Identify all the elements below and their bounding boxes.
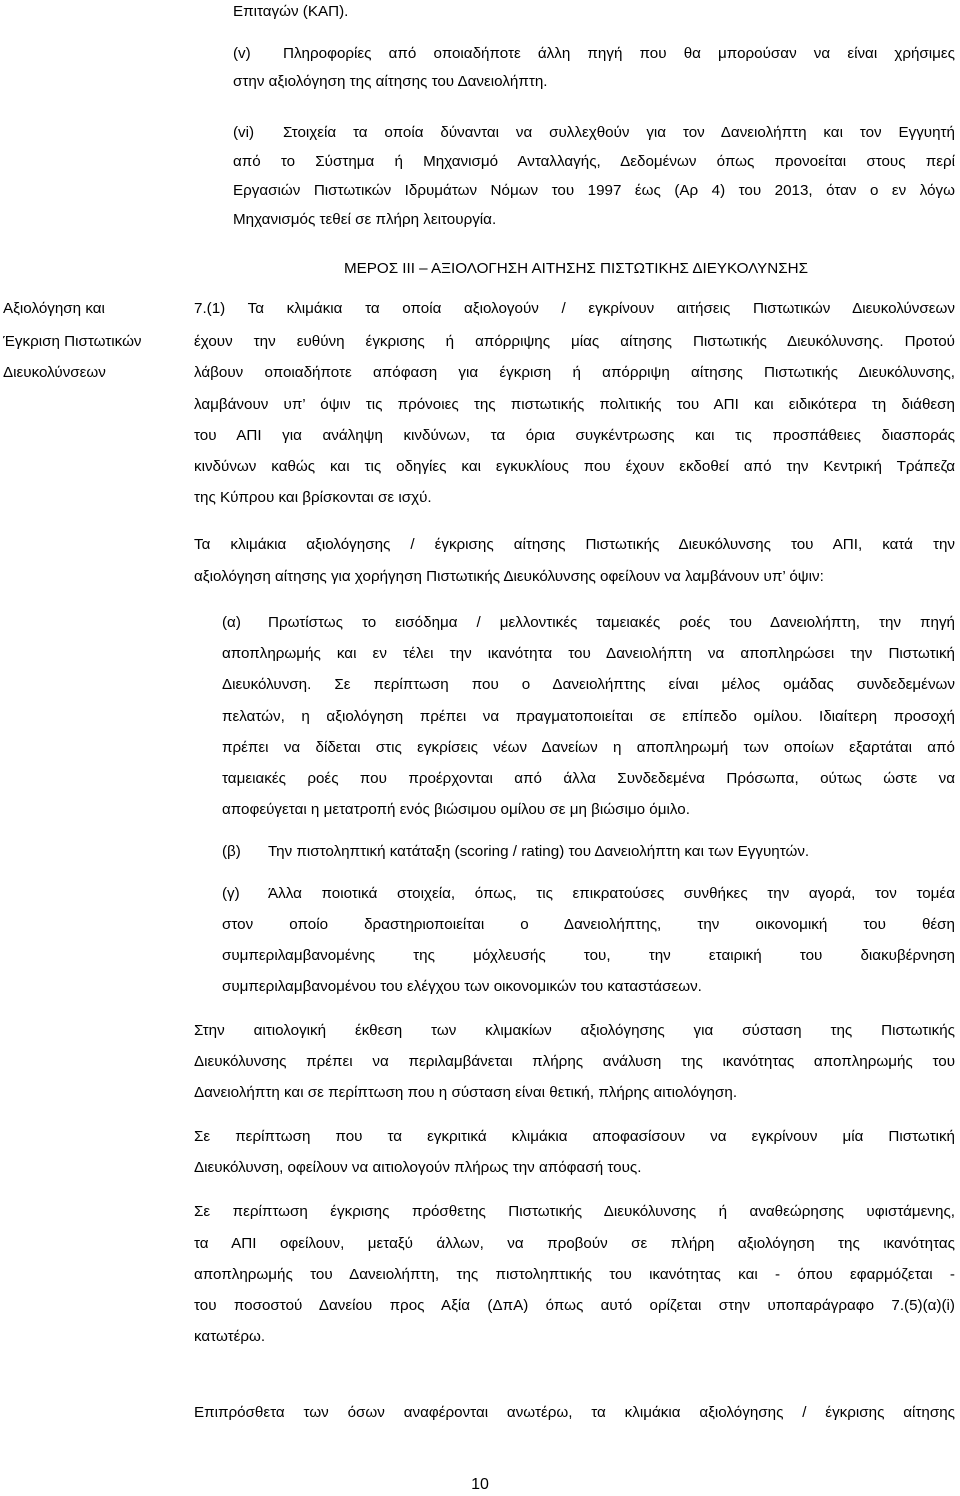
item-vi-line-1: Στοιχεία τα οποία δύνανται να συλλεχθούν για τον Δανειολήπτη και τον Εγγυητή bbox=[283, 124, 955, 141]
item-a-line: αποπληρωμής και εν τέλει την ικανότητα του Δανειολήπτη να αποπληρώσει την Πιστωτική bbox=[222, 645, 955, 662]
para7-line: λαμβάνουν υπ’ όψιν τις πρόνοιες της πιστωτικής πολιτικής του ΑΠΙ και ειδικότερα τη διάθεση bbox=[194, 396, 955, 413]
para-last-line: Επιπρόσθετα των όσων αναφέρονται ανωτέρω, τα κλιμάκια αξιολόγησης / έγκρισης αίτησης bbox=[194, 1404, 955, 1421]
item-g-line: στον οποίο δραστηριοποιείται ο Δανειολήπτης, την οικονομική του θέση bbox=[222, 916, 955, 933]
para-additional-line: τα ΑΠΙ οφείλουν, μεταξύ άλλων, να προβούν σε πλήρη αξιολόγηση της ικανότητας bbox=[194, 1235, 955, 1252]
para-additional-line: Σε περίπτωση έγκρισης πρόσθετης Πιστωτικής Διευκόλυνσης ή αναθεώρησης υφιστάμενης, bbox=[194, 1203, 955, 1220]
para-klimakia-line: αξιολόγηση αίτησης για χορήγηση Πιστωτικής Διευκόλυνσης οφείλουν να λαμβάνουν υπ’ όψιν: bbox=[194, 568, 824, 585]
para7-line: λάβουν οποιαδήποτε απόφαση για έγκριση ή απόρριψη αίτησης Πιστωτικής Διευκόλυνσης, bbox=[194, 364, 955, 381]
item-g-line: συμπεριλαμβανομένης της μόχλευσής του, την εταιρική του διακυβέρνηση bbox=[222, 947, 955, 964]
item-a-line: ταμειακές ροές που προέρχονται από άλλα Συνδεδεμένα Πρόσωπα, ούτως ώστε να bbox=[222, 770, 955, 787]
margin-note-line-3: Διευκολύνσεων bbox=[3, 364, 106, 381]
para-klimakia-line: Τα κλιμάκια αξιολόγησης / έγκρισης αίτησης Πιστωτικής Διευκόλυνσης του ΑΠΙ, κατά την bbox=[194, 536, 955, 553]
item-v-label: (v) bbox=[233, 45, 251, 62]
page-number: 10 bbox=[471, 1476, 489, 1493]
item-b-label: (β) bbox=[222, 843, 241, 860]
item-vi-label: (vi) bbox=[233, 124, 255, 141]
item-a-line: πρέπει να δίδεται στις εγκρίσεις νέων Δανείων η αποπληρωμή των οποίων εξαρτάται από bbox=[222, 739, 955, 756]
margin-note-line-1: Αξιολόγηση και bbox=[3, 300, 105, 317]
item-v-line-2: στην αξιολόγηση της αίτησης του Δανειολήπτη. bbox=[233, 73, 548, 90]
para7-line: της Κύπρου και βρίσκονται σε ισχύ. bbox=[194, 489, 432, 506]
item-a-first-line: Πρωτίστως το εισόδημα / μελλοντικές ταμειακές ροές του Δανειολήπτη, την πηγή bbox=[268, 614, 955, 631]
item-vi-line-2: από το Σύστημα ή Μηχανισμό Ανταλλαγής, Δεδομένων όπως προνοείται στους περί bbox=[233, 153, 955, 170]
item-g-label: (γ) bbox=[222, 885, 240, 902]
para-approval-line: Διευκόλυνση, οφείλουν να αιτιολογούν πλήρως την απόφασή τους. bbox=[194, 1159, 642, 1176]
margin-note-line-2: Έγκριση Πιστωτικών bbox=[3, 333, 142, 350]
para7-line: 7.(1) Τα κλιμάκια τα οποία αξιολογούν / εγκρίνουν αιτήσεις Πιστωτικών Διευκολύνσεων bbox=[194, 300, 955, 317]
para-additional-line: του ποσοστού Δανείου προς Αξία (ΔπΑ) όπως αυτό ορίζεται στην υποπαράγραφο 7.(5)(α)(i) bbox=[194, 1297, 955, 1314]
item-g-line: συμπεριλαμβανομένου του ελέγχου των οικονομικών του καταστάσεων. bbox=[222, 978, 702, 995]
para7-line: έχουν την ευθύνη έγκρισης ή απόρριψης μίας αίτησης Πιστωτικής Διευκόλυνσης. Προτού bbox=[194, 333, 955, 350]
para-approval-line: Σε περίπτωση που τα εγκριτικά κλιμάκια αποφασίσουν να εγκρίνουν μία Πιστωτική bbox=[194, 1128, 955, 1145]
top-fragment: Επιταγών (ΚΑΠ). bbox=[233, 3, 349, 20]
item-vi-line-3: Εργασιών Πιστωτικών Ιδρυμάτων Νόμων του 1997 έως (Αρ 4) του 2013, όταν ο εν λόγω bbox=[233, 182, 955, 199]
item-b-text: Την πιστοληπτική κατάταξη (scoring / rating) του Δανειολήπτη και των Εγγυητών. bbox=[268, 843, 810, 860]
item-a-line: πελατών, η αξιολόγηση πρέπει να πραγματοποιείται σε επίπεδο ομίλου. Ιδιαίτερη προσοχή bbox=[222, 708, 955, 725]
item-v-line-1: Πληροφορίες από οποιαδήποτε άλλη πηγή που θα μπορούσαν να είναι χρήσιμες bbox=[283, 45, 955, 62]
item-vi-line-4: Μηχανισμός τεθεί σε πλήρη λειτουργία. bbox=[233, 211, 497, 228]
para7-line: του ΑΠΙ για ανάληψη κινδύνων, τα όρια συγκέντρωσης και τις προσπάθειες διασποράς bbox=[194, 427, 955, 444]
para-report-line: Διευκόλυνσης πρέπει να περιλαμβάνεται πλήρης ανάλυση της ικανότητας αποπληρωμής του bbox=[194, 1053, 955, 1070]
item-a-line: αποφεύγεται η μετατροπή ενός βιώσιμου ομίλου σε μη βιώσιμο όμιλο. bbox=[222, 801, 690, 818]
para-additional-line: αποπληρωμής του Δανειολήπτη, της πιστοληπτικής του ικανότητας και - όπου εφαρμόζεται - bbox=[194, 1266, 955, 1283]
para7-line: κινδύνων καθώς και τις οδηγίες και εγκυκλίους που έχουν εκδοθεί από την Κεντρική Τράπεζα bbox=[194, 458, 955, 475]
para-additional-line: κατωτέρω. bbox=[194, 1328, 266, 1345]
item-a-label: (α) bbox=[222, 614, 241, 631]
item-g-first-line: Άλλα ποιοτικά στοιχεία, όπως, τις επικρατούσες συνθήκες την αγορά, τον τομέα bbox=[268, 885, 955, 902]
para-report-line: Στην αιτιολογική έκθεση των κλιμακίων αξιολόγησης για σύσταση της Πιστωτικής bbox=[194, 1022, 955, 1039]
para-report-line: Δανειολήπτη και σε περίπτωση που η σύσταση είναι θετική, πλήρης αιτιολόγηση. bbox=[194, 1084, 738, 1101]
part-heading: ΜΕΡΟΣ ΙΙΙ – ΑΞΙΟΛΟΓΗΣΗ ΑΙΤΗΣΗΣ ΠΙΣΤΩΤΙΚΗΣ ΔΙΕΥΚΟΛΥΝΣΗΣ bbox=[343, 260, 809, 277]
item-a-line: Διευκόλυνση. Σε περίπτωση που ο Δανειολήπτης είναι μέλος ομάδας συνδεδεμένων bbox=[222, 676, 955, 693]
